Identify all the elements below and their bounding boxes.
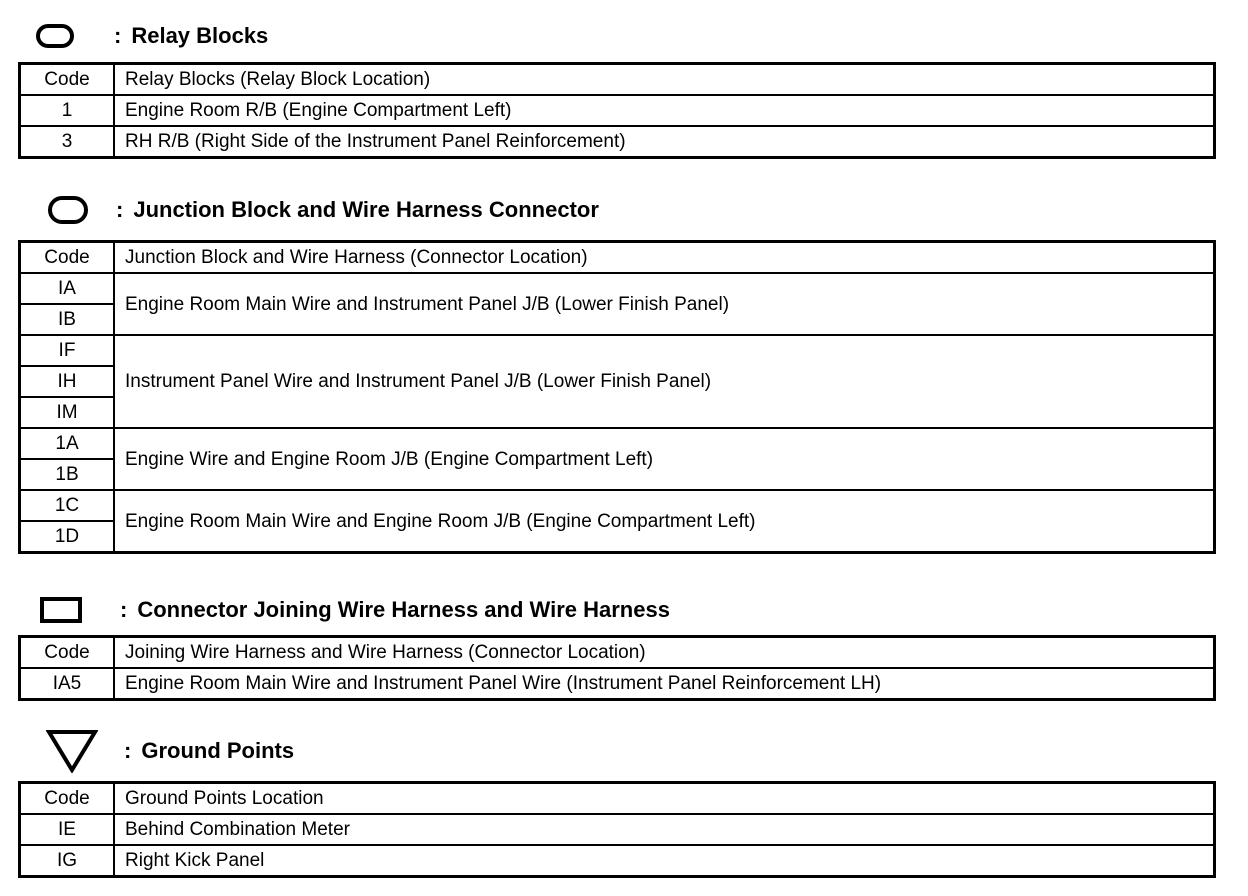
row-code: 1B — [20, 459, 115, 490]
table-row — [20, 95, 1215, 126]
relay-blocks-heading — [36, 18, 268, 54]
row-location: Behind Combination Meter — [114, 814, 1215, 845]
header-code: Code — [20, 242, 115, 274]
table-row — [20, 668, 1215, 700]
heading-colon: : — [116, 197, 124, 222]
heading-colon: : — [114, 23, 122, 48]
row-code: IB — [20, 304, 115, 335]
heading-colon: : — [124, 738, 132, 763]
row-code: IF — [20, 335, 115, 366]
header-location: Relay Blocks (Relay Block Location) — [114, 64, 1215, 96]
section-title: Relay Blocks — [131, 23, 269, 48]
junction-block-table — [18, 240, 1216, 554]
row-location: Engine Room Main Wire and Instrument Panel J/B (Lower Finish Panel) — [114, 273, 1215, 335]
row-location: Engine Room Main Wire and Engine Room J/B (Engine Compartment Left) — [114, 490, 1215, 553]
header-location: Junction Block and Wire Harness (Connector Location) — [114, 242, 1215, 274]
row-code: 1A — [20, 428, 115, 459]
ground-points-table — [18, 781, 1216, 878]
table-row — [20, 845, 1215, 877]
row-code: IG — [20, 845, 115, 877]
header-code: Code — [20, 783, 115, 815]
table-row — [20, 490, 1215, 521]
row-code: IA — [20, 273, 115, 304]
table-row — [20, 428, 1215, 459]
row-location: Right Kick Panel — [114, 845, 1215, 877]
row-code: 1C — [20, 490, 115, 521]
row-location: Engine Room R/B (Engine Compartment Left) — [114, 95, 1215, 126]
connector-symbol-icon — [40, 597, 82, 623]
heading-colon: : — [120, 597, 128, 622]
header-location: Joining Wire Harness and Wire Harness (Connector Location) — [114, 637, 1215, 669]
table-header-row — [20, 637, 1215, 669]
row-code: IH — [20, 366, 115, 397]
table-row — [20, 126, 1215, 158]
table-row — [20, 335, 1215, 366]
table-header-row — [20, 783, 1215, 815]
table-row — [20, 814, 1215, 845]
header-code: Code — [20, 637, 115, 669]
ground-points-heading — [46, 728, 294, 774]
ground-point-symbol-icon — [46, 729, 98, 773]
row-location: Engine Room Main Wire and Instrument Panel Wire (Instrument Panel Reinforcement LH) — [114, 668, 1215, 700]
junction-block-heading — [48, 192, 599, 228]
row-location: Instrument Panel Wire and Instrument Panel J/B (Lower Finish Panel) — [114, 335, 1215, 428]
table-row — [20, 273, 1215, 304]
row-code: IM — [20, 397, 115, 428]
junction-block-symbol-icon — [48, 196, 88, 224]
header-code: Code — [20, 64, 115, 96]
table-header-row — [20, 242, 1215, 274]
section-title: Ground Points — [141, 738, 295, 763]
header-location: Ground Points Location — [114, 783, 1215, 815]
row-code: IE — [20, 814, 115, 845]
relay-blocks-table — [18, 62, 1216, 159]
row-location: Engine Wire and Engine Room J/B (Engine Compartment Left) — [114, 428, 1215, 490]
row-code: IA5 — [20, 668, 115, 700]
relay-block-symbol-icon — [36, 24, 74, 48]
section-title: Connector Joining Wire Harness and Wire Harness — [137, 597, 670, 622]
row-code: 3 — [20, 126, 115, 158]
row-code: 1D — [20, 521, 115, 553]
section-title: Junction Block and Wire Harness Connector — [133, 197, 599, 222]
table-header-row — [20, 64, 1215, 96]
connector-table — [18, 635, 1216, 701]
row-location: RH R/B (Right Side of the Instrument Panel Reinforcement) — [114, 126, 1215, 158]
connector-heading — [40, 592, 670, 628]
row-code: 1 — [20, 95, 115, 126]
